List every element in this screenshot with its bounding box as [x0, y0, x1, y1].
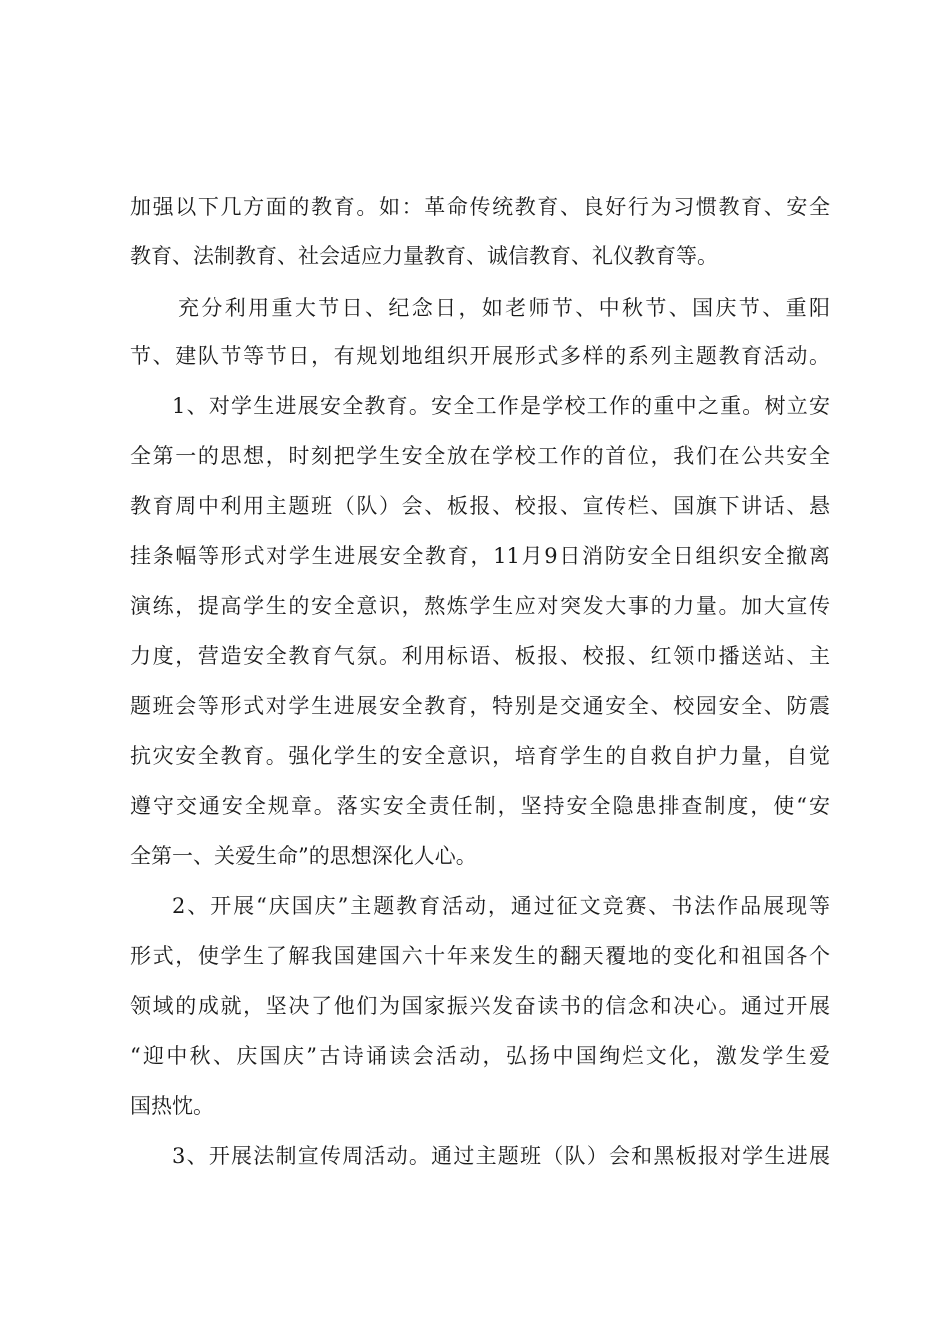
paragraph-2-line-1: 充分利用重大节日、纪念日，如老师节、中秋节、国庆节、重阳 — [178, 296, 830, 320]
paragraph-3-line-9: 遵守交通安全规章。落实安全责任制，坚持安全隐患排查制度，使“安 — [130, 794, 830, 818]
paragraph-3-line-6: 力度，营造安全教育气氛。利用标语、板报、校报、红领巾播送站、主 — [130, 644, 830, 668]
paragraph-2-line-2: 节、建队节等节日，有规划地组织开展形式多样的系列主题教育活动。 — [130, 344, 830, 368]
paragraph-4-line-5: 国热忱。 — [130, 1094, 214, 1118]
paragraph-4-line-1: 2、开展“庆国庆”主题教育活动，通过征文竞赛、书法作品展现等 — [172, 894, 830, 918]
paragraph-1-line-1: 加强以下几方面的教育。如：革命传统教育、良好行为习惯教育、安全 — [130, 195, 830, 219]
paragraph-3-line-4: 挂条幅等形式对学生进展安全教育，11月9日消防安全日组织安全撤离 — [130, 544, 830, 568]
paragraph-3-line-2: 全第一的思想，时刻把学生安全放在学校工作的首位，我们在公共安全 — [130, 444, 830, 468]
paragraph-5-line-1: 3、开展法制宣传周活动。通过主题班（队）会和黑板报对学生进展 — [172, 1144, 830, 1168]
paragraph-3-line-10: 全第一、关爱生命”的思想深化人心。 — [130, 844, 477, 868]
paragraph-1-line-2: 教育、法制教育、社会适应力量教育、诚信教育、礼仪教育等。 — [130, 244, 718, 268]
paragraph-3-line-7: 题班会等形式对学生进展安全教育，特别是交通安全、校园安全、防震 — [130, 694, 830, 718]
paragraph-4-line-3: 领域的成就，坚决了他们为国家振兴发奋读书的信念和决心。通过开展 — [130, 994, 830, 1018]
paragraph-3-line-8: 抗灾安全教育。强化学生的安全意识，培育学生的自救自护力量，自觉 — [130, 744, 830, 768]
paragraph-3-line-5: 演练，提高学生的安全意识，熬炼学生应对突发大事的力量。加大宣传 — [130, 594, 830, 618]
paragraph-4-line-4: “迎中秋、庆国庆”古诗诵读会活动，弘扬中国绚烂文化，激发学生爱 — [130, 1044, 830, 1068]
paragraph-3-line-1: 1、对学生进展安全教育。安全工作是学校工作的重中之重。树立安 — [172, 394, 830, 418]
paragraph-4-line-2: 形式，使学生了解我国建国六十年来发生的翻天覆地的变化和祖国各个 — [130, 944, 830, 968]
paragraph-3-line-3: 教育周中利用主题班（队）会、板报、校报、宣传栏、国旗下讲话、悬 — [130, 494, 830, 518]
